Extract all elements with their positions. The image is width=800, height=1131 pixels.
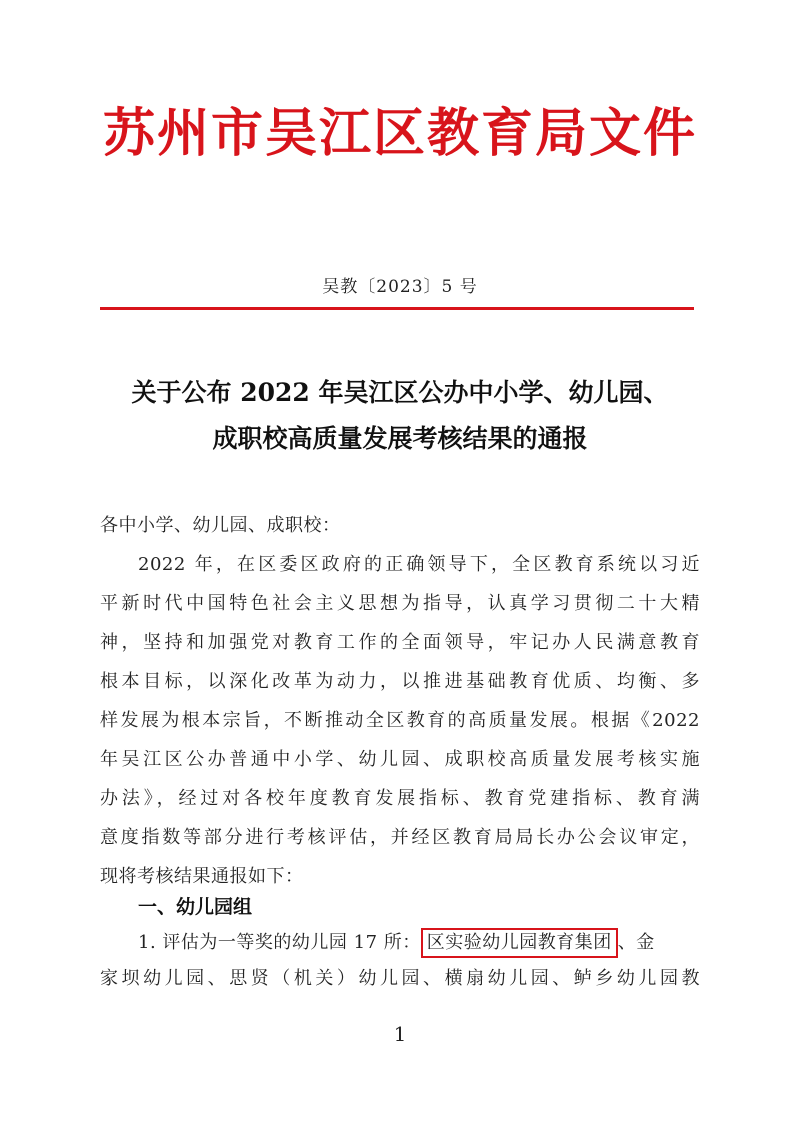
list-item-1-prefix: 1. 评估为一等奖的幼儿园 17 所：	[138, 932, 421, 953]
paragraph-line: 2022 年，在区委区政府的正确领导下，全区教育系统以习近	[138, 554, 700, 575]
section-heading: 一、幼儿园组	[138, 896, 253, 918]
paragraph-line: 样发展为根本宗旨，不断推动全区教育的高质量发展。根据《2022	[100, 710, 700, 731]
document-title-line-2: 成职校高质量发展考核结果的通报	[212, 424, 588, 453]
paragraph-line: 平新时代中国特色社会主义思想为指导，认真学习贯彻二十大精	[100, 593, 700, 614]
paragraph-line: 神，坚持和加强党对教育工作的全面领导，牢记办人民满意教育	[100, 632, 700, 653]
document-header-title: 苏州市吴江区教育局文件	[103, 103, 698, 164]
highlighted-school-name: 区实验幼儿园教育集团	[421, 928, 618, 958]
document-title-line-1: 关于公布 2022 年吴江区公办中小学、幼儿园、	[131, 378, 669, 407]
paragraph-line: 现将考核结果通报如下：	[100, 866, 304, 887]
paragraph-line: 办法》，经过对各校年度教育发展指标、教育党建指标、教育满	[100, 788, 700, 809]
salutation: 各中小学、幼儿园、成职校：	[100, 515, 341, 536]
paragraph-line: 年吴江区公办普通中小学、幼儿园、成职校高质量发展考核实施	[100, 749, 700, 770]
document-number: 吴教〔2023〕5 号	[322, 277, 478, 297]
list-item-1-suffix: 、金	[617, 932, 655, 953]
paragraph-line: 根本目标，以深化改革为动力，以推进基础教育优质、均衡、多	[100, 671, 700, 692]
list-item-1	[138, 934, 700, 952]
header-red-rule	[100, 307, 694, 310]
list-item-1-continuation: 家坝幼儿园、思贤（机关）幼儿园、横扇幼儿园、鲈乡幼儿园教	[100, 968, 700, 989]
paragraph-line: 意度指数等部分进行考核评估，并经区教育局局长办公会议审定，	[100, 827, 700, 848]
page-number: 1	[393, 1022, 407, 1046]
